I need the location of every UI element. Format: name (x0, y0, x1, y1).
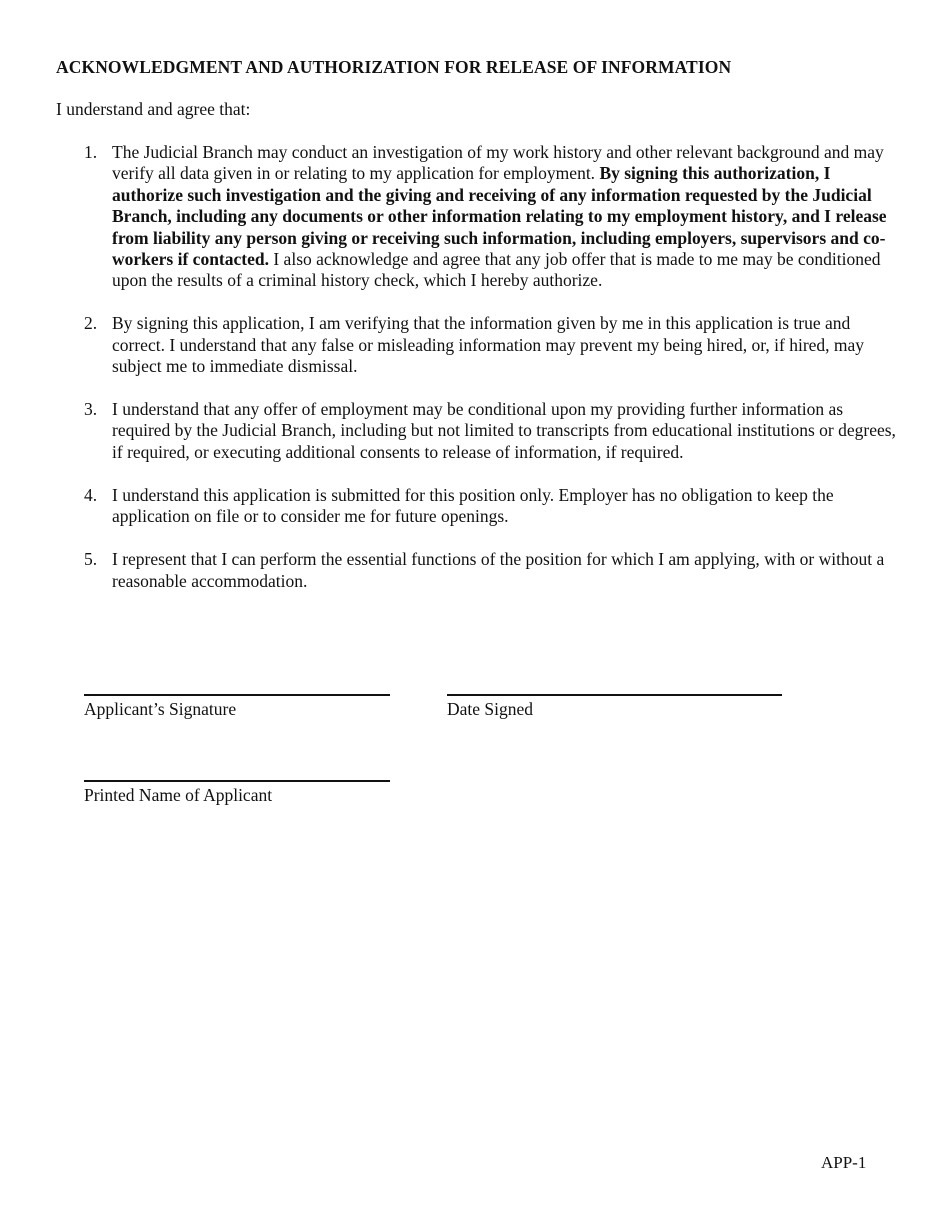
list-item-1 (84, 142, 899, 292)
list-item-4 (84, 485, 899, 528)
list-item-number: 5. (84, 549, 98, 570)
list-item-number: 2. (84, 313, 98, 334)
date-signed-line[interactable] (447, 694, 782, 696)
list-item-text: I also acknowledge and agree that any job offer that is made to me may be conditioned upon the results of a criminal history check, which I hereby authorize. (112, 249, 881, 291)
list-item-bold-text: By signing this authorization, I authorize such investigation and the giving and receiving of any information requested by the Judicial Branch, including any documents or other information relating to my employment history, and I release from liability any person giving or receiving such information, including employers, supervisors and co-workers if contacted. (112, 163, 887, 270)
list-item-5 (84, 549, 899, 592)
list-item-number: 3. (84, 399, 98, 420)
date-signed-label: Date Signed (447, 699, 534, 719)
list-item-text: I understand that any offer of employment may be conditional upon my providing further information as required by the Judicial Branch, including but not limited to transcripts from educational institutions or degrees, if required, or executing additional consents to release of information, if required. (112, 399, 896, 462)
list-item-text: By signing this application, I am verifying that the information given by me in this application is true and correct. I understand that any false or misleading information may prevent my being hired, or, if hired, may subject me to immediate dismissal. (112, 313, 865, 377)
intro-text: I understand and agree that: (56, 99, 251, 119)
list-item-3 (84, 399, 899, 463)
list-item-text: The Judicial Branch may conduct an investigation of my work history and other relevant background and may verify all data given in or relating to my application for employment. (112, 142, 884, 184)
printed-name-label: Printed Name of Applicant (84, 785, 273, 805)
list-item-number: 1. (84, 142, 98, 162)
list-item-number: 4. (84, 484, 98, 505)
applicant-signature-line[interactable] (84, 694, 390, 696)
page-number: APP-1 (821, 1153, 867, 1172)
list-item-text: I represent that I can perform the essential functions of the position for which I am applying, with or without a reasonable accommodation. (112, 549, 885, 591)
applicant-signature-label: Applicant’s Signature (84, 699, 237, 719)
document-title: ACKNOWLEDGMENT AND AUTHORIZATION FOR RELEASE OF INFORMATION (56, 57, 732, 77)
list-item-text: I understand this application is submitted for this position only. Employer has no obligation to keep the application on file or to consider me for future openings. (112, 484, 834, 527)
list-item-2 (84, 313, 899, 377)
acknowledgment-list (84, 142, 899, 613)
printed-name-line[interactable] (84, 780, 390, 782)
